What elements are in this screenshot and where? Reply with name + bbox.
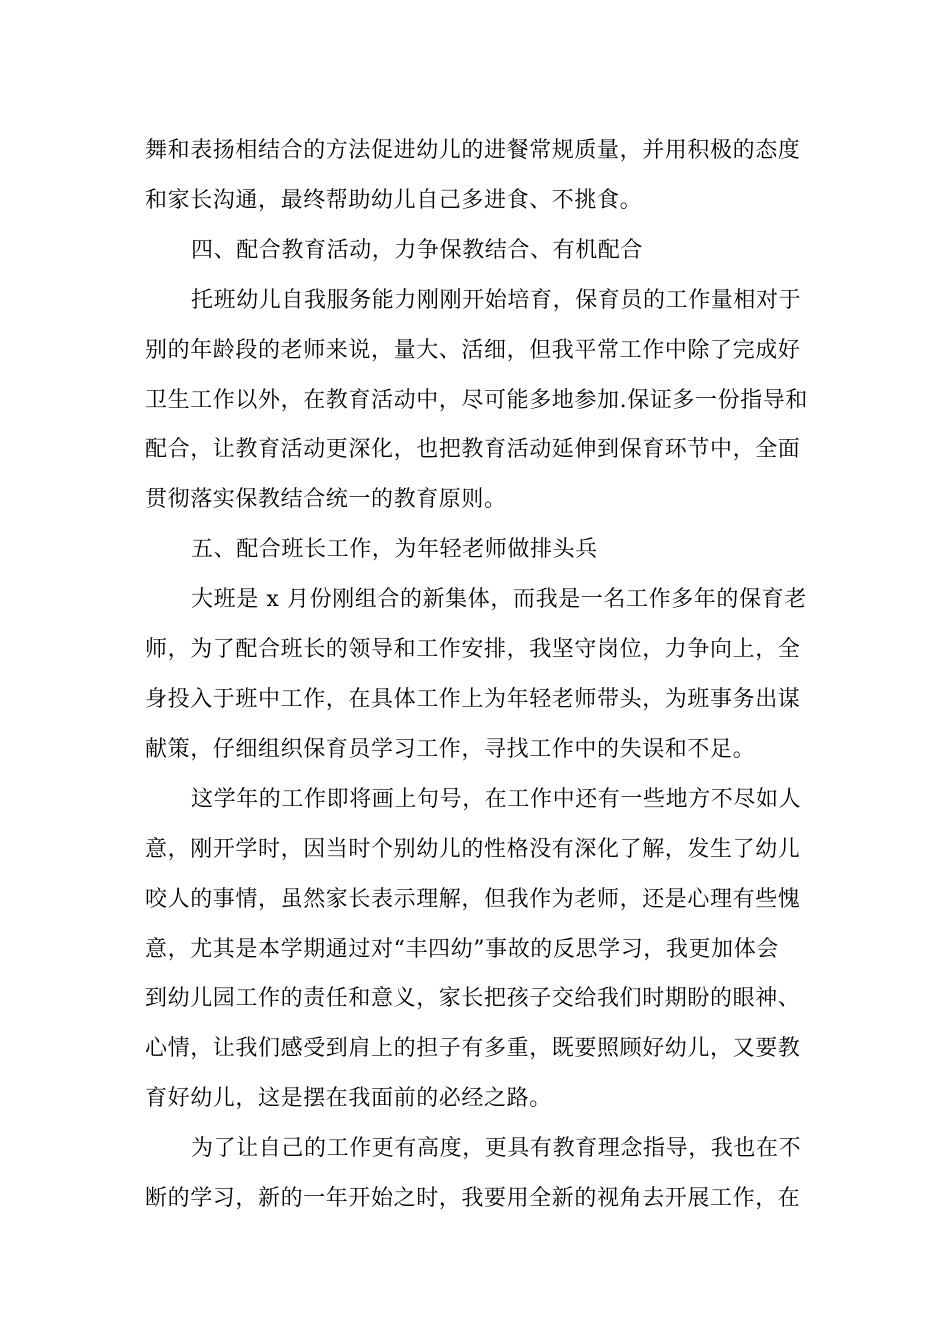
text-line: 别的年龄段的老师来说，量大、活细，但我平常工作中除了完成好 (145, 338, 801, 363)
text-line: 咬人的事情，虽然家长表示理解，但我作为老师，还是心理有些愧 (145, 887, 801, 912)
text-line: 为了让自己的工作更有高度，更具有教育理念指导，我也在不 (191, 1136, 802, 1161)
text-line: 身投入于班中工作，在具体工作上为年轻老师带头，为班事务出谋 (145, 687, 801, 712)
text-line: 配合，让教育活动更深化，也把教育活动延伸到保育环节中，全面 (145, 437, 801, 462)
text-line: 心情，让我们感受到肩上的担子有多重，既要照顾好幼儿，又要教 (145, 1036, 801, 1061)
text-line: 师，为了配合班长的领导和工作安排，我坚守岗位，力争向上，全 (145, 637, 801, 662)
text-line: 意，刚开学时，因当时个别幼儿的性格没有深化了解，发生了幼儿 (145, 837, 801, 862)
section-heading: 五、配合班长工作，为年轻老师做排头兵 (191, 537, 598, 562)
text-line: 献策，仔细组织保育员学习工作，寻找工作中的失误和不足。 (145, 737, 756, 762)
text-line: 意，尤其是本学期通过对“丰四幼”事故的反思学习，我更加体会 (145, 937, 779, 962)
text-line: 贯彻落实保教结合统一的教育原则。 (145, 487, 507, 512)
text-line: 育好幼儿，这是摆在我面前的必经之路。 (145, 1086, 552, 1111)
text-line: 到幼儿园工作的责任和意义，家长把孩子交给我们时期盼的眼神、 (145, 986, 801, 1011)
text-line: 舞和表扬相结合的方法促进幼儿的进餐常规质量，并用积极的态度 (145, 138, 801, 163)
text-line: 托班幼儿自我服务能力刚刚开始培育，保育员的工作量相对于 (191, 288, 802, 313)
text-line: 大班是 x 月份刚组合的新集体，而我是一名工作多年的保育老 (191, 587, 807, 612)
text-line: 卫生工作以外，在教育活动中，尽可能多地参加.保证多一份指导和 (145, 388, 808, 413)
text-line: 这学年的工作即将画上句号，在工作中还有一些地方不尽如人 (191, 787, 802, 812)
text-line: 和家长沟通，最终帮助幼儿自己多进食、不挑食。 (145, 188, 643, 213)
text-line: 断的学习，新的一年开始之时，我要用全新的视角去开展工作，在 (145, 1186, 801, 1211)
section-heading: 四、配合教育活动，力争保教结合、有机配合 (191, 238, 644, 263)
